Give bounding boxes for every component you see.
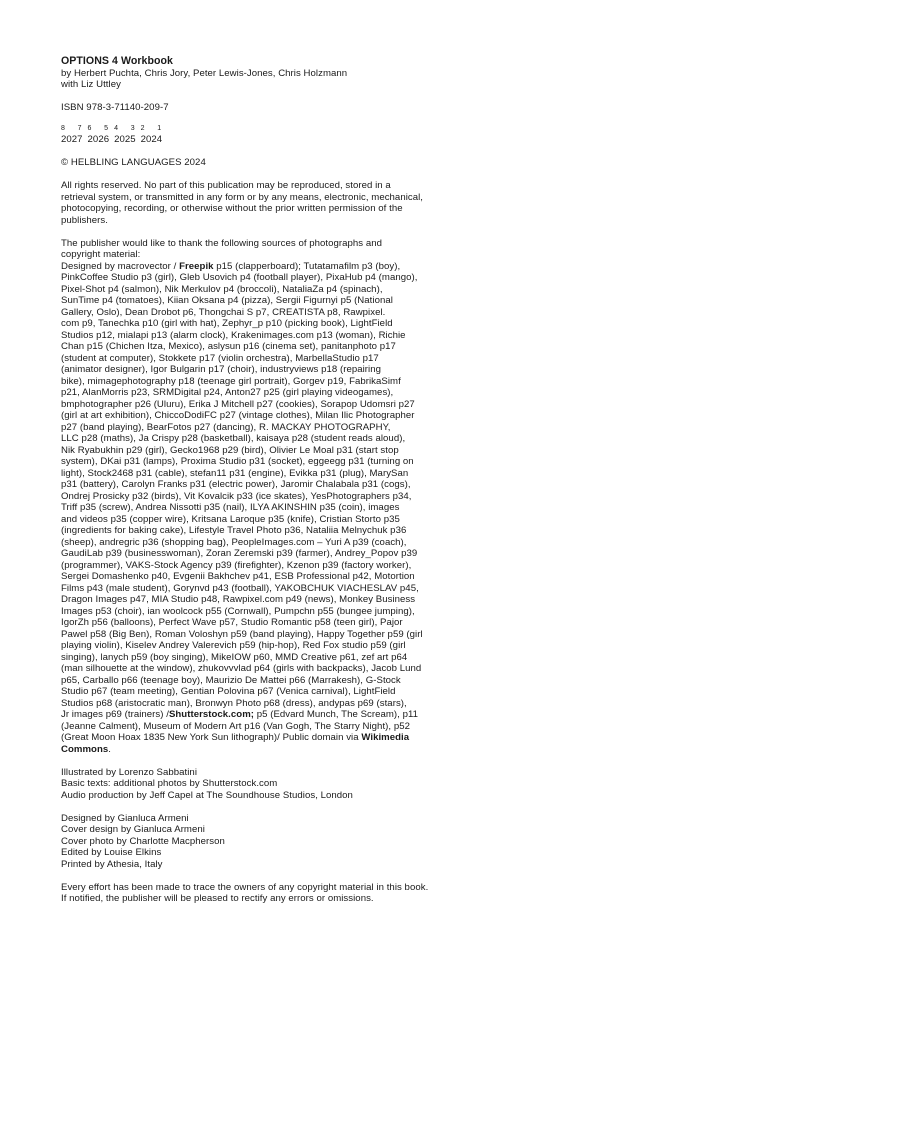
credits-line — [61, 410, 436, 422]
print-number: 2 — [140, 125, 145, 132]
credits-text: (man silhouette at the window), zhukovvvlad p64 (girls with backpacks), Jacob Lund — [61, 663, 422, 674]
credits-text: p15 (clapperboard); Tutatamafilm p3 (boy), — [213, 260, 401, 272]
print-year — [114, 125, 136, 146]
credits-text: Ondrej Prosicky p32 (birds), Vit Kovalcik p33 (ice skates), YesPhotographers p34, — [61, 490, 412, 502]
credits-line — [61, 721, 436, 733]
credits-text: and videos p35 (copper wire), Kritsana Laroque p35 (knife), Cristian Storto p35 — [61, 513, 400, 525]
credits-line — [61, 272, 436, 284]
credits-line — [61, 479, 436, 491]
credits-line — [61, 744, 436, 756]
credits-line — [61, 514, 436, 526]
credits-text: Designed by macrovector / — [61, 260, 180, 272]
design-credits — [61, 813, 436, 871]
credits-line — [61, 261, 436, 273]
credits-text: Pawel p58 (Big Ben), Roman Voloshyn p59 (band playing), Happy Together p59 (girl — [61, 628, 423, 640]
credits-line — [61, 548, 436, 560]
credits-line — [61, 422, 436, 434]
print-year-label: 2025 — [114, 134, 136, 145]
print-line — [61, 125, 436, 148]
rights-line: publishers. — [61, 214, 108, 226]
print-number: 3 — [130, 125, 135, 132]
copyright-notice: © HELBLING LANGUAGES 2024 — [61, 157, 206, 168]
credits-line — [61, 629, 436, 641]
credits-line — [61, 663, 436, 675]
effort-line: If notified, the publisher will be pleased to rectify any errors or omissions. — [61, 893, 374, 904]
credits-line — [61, 675, 436, 687]
credits-text: Triff p35 (screw), Andrea Nissotti p35 (nail), ILYA AKINSHIN p35 (coin), images — [61, 502, 400, 513]
credits-line — [61, 502, 436, 514]
credits-line — [61, 606, 436, 618]
design-line: Printed by Athesia, Italy — [61, 858, 163, 870]
credits-line — [61, 353, 436, 365]
isbn: ISBN 978-3-71140-209-7 — [61, 102, 169, 113]
credits-line — [61, 284, 436, 296]
credits-line — [61, 640, 436, 652]
authors-line: with Liz Uttley — [61, 79, 121, 90]
credits-text: p21, AlanMorris p23, SRMDigital p24, Anton27 p25 (girl playing videogames), — [61, 387, 394, 398]
print-year — [141, 125, 163, 146]
credits-text: IgorZh p56 (balloons), Perfect Wave p57, Studio Romantic p58 (teen girl), Pajor — [61, 617, 403, 628]
credits-line — [61, 456, 436, 468]
credits-source-bold: Commons — [61, 743, 109, 755]
credits-text: (student at computer), Stokkete p17 (violin orchestra), MarbellaStudio p17 — [61, 352, 379, 364]
production-line: Basic texts: additional photos by Shutterstock.com — [61, 778, 278, 789]
effort-notice — [61, 882, 436, 905]
thanks-line: copyright material: — [61, 249, 141, 260]
print-year-label: 2027 — [61, 134, 83, 145]
credits-line — [61, 560, 436, 572]
credits-line — [61, 709, 436, 721]
credits-text: Gallery, Oslo), Dean Drobot p6, Thongchai S p7, CREATISTA p8, Rawpixel. — [61, 306, 386, 318]
effort-line: Every effort has been made to trace the owners of any copyright material in this book. — [61, 881, 429, 893]
credits-text: . — [108, 743, 111, 755]
credits-line — [61, 583, 436, 595]
credits-line — [61, 468, 436, 480]
credits-text: Chan p15 (Chichen Itza, Mexico), aslysun p16 (cinema set), panitanphoto p17 — [61, 341, 396, 352]
design-line: Cover design by Gianluca Armeni — [61, 824, 205, 835]
credits-text: LLC p28 (maths), Ja Crispy p28 (basketball), kaisaya p28 (student reads aloud), — [61, 433, 406, 444]
credits-text: Studio p67 (team meeting), Gentian Polovina p67 (Venica carnival), LightField — [61, 686, 396, 697]
credits-line — [61, 399, 436, 411]
credits-line — [61, 732, 436, 744]
credits-text: Pixel-Shot p4 (salmon), Nik Merkulov p4 (broccoli), NataliaZa p4 (spinach), — [61, 283, 383, 295]
print-year-label: 2024 — [140, 134, 163, 145]
credits-text: PinkCoffee Studio p3 (girl), Gleb Usovich p4 (football player), PixaHub p4 (mango), — [61, 272, 418, 283]
credits-source-bold: Freepik — [179, 260, 214, 272]
credits-text: Jr images p69 (trainers) / — [61, 709, 169, 720]
credits-text: Nik Ryabukhin p29 (girl), Gecko1968 p29 (bird), Olivier Le Moal p31 (start stop — [61, 444, 399, 456]
credits-line — [61, 617, 436, 629]
credits-text: Films p43 (male student), Gorynvd p43 (football), YAKOBCHUK VIACHESLAV p45, — [61, 582, 419, 594]
credits-source-bold: Shutterstock.com; — [168, 709, 255, 720]
rights-line: All rights reserved. No part of this publication may be reproduced, stored in a — [61, 180, 391, 191]
production-line: Audio production by Jeff Capel at The Soundhouse Studios, London — [61, 789, 353, 801]
credits-text: (ingredients for baking cake), Lifestyle Travel Photo p36, Nataliia Melnychuk p36 — [61, 525, 407, 536]
print-number: 1 — [157, 125, 162, 132]
credits-line — [61, 376, 436, 388]
imprint-page — [61, 56, 436, 905]
credits-text: SunTime p4 (tomatoes), Kiian Oksana p4 (pizza), Sergii Figurnyi p5 (National — [61, 295, 393, 306]
rights-line: retrieval system, or transmitted in any form or by any means, electronic, mechanical, — [61, 191, 424, 203]
credits-text: GaudiLab p39 (businesswoman), Zoran Zeremski p39 (farmer), Andrey_Popov p39 — [61, 548, 418, 559]
credits-text: (Jeanne Calment), Museum of Modern Art p16 (Van Gogh, The Starry Night), p52 — [61, 720, 410, 732]
thanks-line: The publisher would like to thank the following sources of photographs and — [61, 237, 383, 249]
credits-text: (animator designer), Igor Bulgarin p17 (choir), industryviews p18 (repairing — [61, 364, 382, 375]
credits-line — [61, 652, 436, 664]
credits-text: p31 (battery), Carolyn Franks p31 (electric power), Jaromir Chalabala p31 (cogs), — [61, 479, 411, 490]
credits-line — [61, 686, 436, 698]
credits-text: (sheep), andregric p36 (shopping bag), PeopleImages.com – Yuri A p39 (coach), — [61, 536, 407, 548]
credits-line — [61, 387, 436, 399]
thanks-paragraph — [61, 238, 436, 261]
credits-text: bmphotographer p26 (Uluru), Erika J Mitchell p27 (cookies), Sorapop Udomsri p27 — [61, 398, 415, 410]
credits-text: (Great Moon Hoax 1835 New York Sun lithograph)/ Public domain via — [61, 732, 362, 743]
credits-text: p65, Carballo p66 (teenage boy), Maurizio De Mattei p66 (Marrakesh), G-Stock — [61, 674, 401, 686]
design-line: Edited by Louise Elkins — [61, 847, 162, 858]
credits-line — [61, 364, 436, 376]
credits-text: system), DKai p31 (lamps), Proxima Studio p31 (socket), eggeegg p31 (turning on — [61, 456, 414, 467]
credits-text: light), Stock2468 p31 (cable), stefan11 p31 (engine), Evikka p31 (plug), MarySan — [61, 467, 409, 479]
credits-text: singing), lanych p59 (boy singing), MikeIOW p60, MMD Creative p61, zef art p64 — [61, 651, 408, 663]
credits-text: Dragon Images p47, MIA Studio p48, Rawpixel.com p49 (news), Monkey Business — [61, 594, 416, 605]
print-number: 4 — [114, 125, 119, 132]
book-title: OPTIONS 4 Workbook — [61, 55, 173, 67]
credits-line — [61, 318, 436, 330]
credits-text: bike), mimagephotography p18 (teenage girl portrait), Gorgev p19, FabrikaSimf — [61, 375, 401, 387]
print-number: 5 — [104, 125, 109, 132]
credits-line — [61, 537, 436, 549]
credits-line — [61, 491, 436, 503]
print-year — [61, 125, 83, 146]
credits-line — [61, 594, 436, 606]
credits-line — [61, 525, 436, 537]
design-line: Designed by Gianluca Armeni — [61, 812, 189, 824]
print-number: 7 — [77, 125, 82, 132]
credits-line — [61, 445, 436, 457]
print-year — [88, 125, 110, 146]
credits-line — [61, 571, 436, 583]
credits-source-bold: Wikimedia — [361, 732, 410, 743]
credits-text: (programmer), VAKS-Stock Agency p39 (firefighter), Kzenon p39 (factory worker), — [61, 559, 412, 571]
authors-line: by Herbert Puchta, Chris Jory, Peter Lewis-Jones, Chris Holzmann — [61, 67, 348, 79]
print-year-label: 2026 — [87, 134, 110, 145]
credits-line — [61, 698, 436, 710]
photo-credits — [61, 261, 436, 756]
credits-text: p5 (Edvard Munch, The Scream), p11 — [254, 709, 419, 720]
rights-line: photocopying, recording, or otherwise without the prior written permission of the — [61, 203, 403, 214]
credits-line — [61, 330, 436, 342]
production-credits — [61, 767, 436, 802]
credits-text: (girl at art exhibition), ChiccoDodiFC p27 (vintage clothes), Milan Ilic Photographer — [61, 410, 415, 421]
credits-line — [61, 341, 436, 353]
credits-text: Studios p12, mialapi p13 (alarm clock), Krakenimages.com p13 (woman), Richie — [61, 329, 406, 341]
credits-text: Images p53 (choir), ian woolcock p55 (Cornwall), Pumpchn p55 (bungee jumping), — [61, 605, 415, 617]
credits-line — [61, 295, 436, 307]
credits-text: p27 (band playing), BearFotos p27 (dancing), R. MACKAY PHOTOGRAPHY, — [61, 421, 391, 433]
credits-text: Sergei Domashenko p40, Evgenii Bakhchev p41, ESB Professional p42, Motortion — [61, 571, 415, 582]
credits-text: com p9, Tanechka p10 (girl with hat), Zephyr_p p10 (picking book), LightField — [61, 318, 393, 329]
print-number: 6 — [87, 125, 92, 132]
print-number: 8 — [61, 125, 65, 132]
credits-text: playing violin), Kiselev Andrey Valerevich p59 (hip-hop), Red Fox studio p59 (girl — [61, 640, 406, 651]
rights-paragraph — [61, 180, 436, 226]
design-line: Cover photo by Charlotte Macpherson — [61, 835, 225, 847]
credits-line — [61, 307, 436, 319]
authors-block — [61, 68, 436, 91]
credits-line — [61, 433, 436, 445]
production-line: Illustrated by Lorenzo Sabbatini — [61, 766, 197, 778]
credits-text: Studios p68 (aristocratic man), Bronwyn Photo p68 (dress), andypas p69 (stars), — [61, 697, 407, 709]
